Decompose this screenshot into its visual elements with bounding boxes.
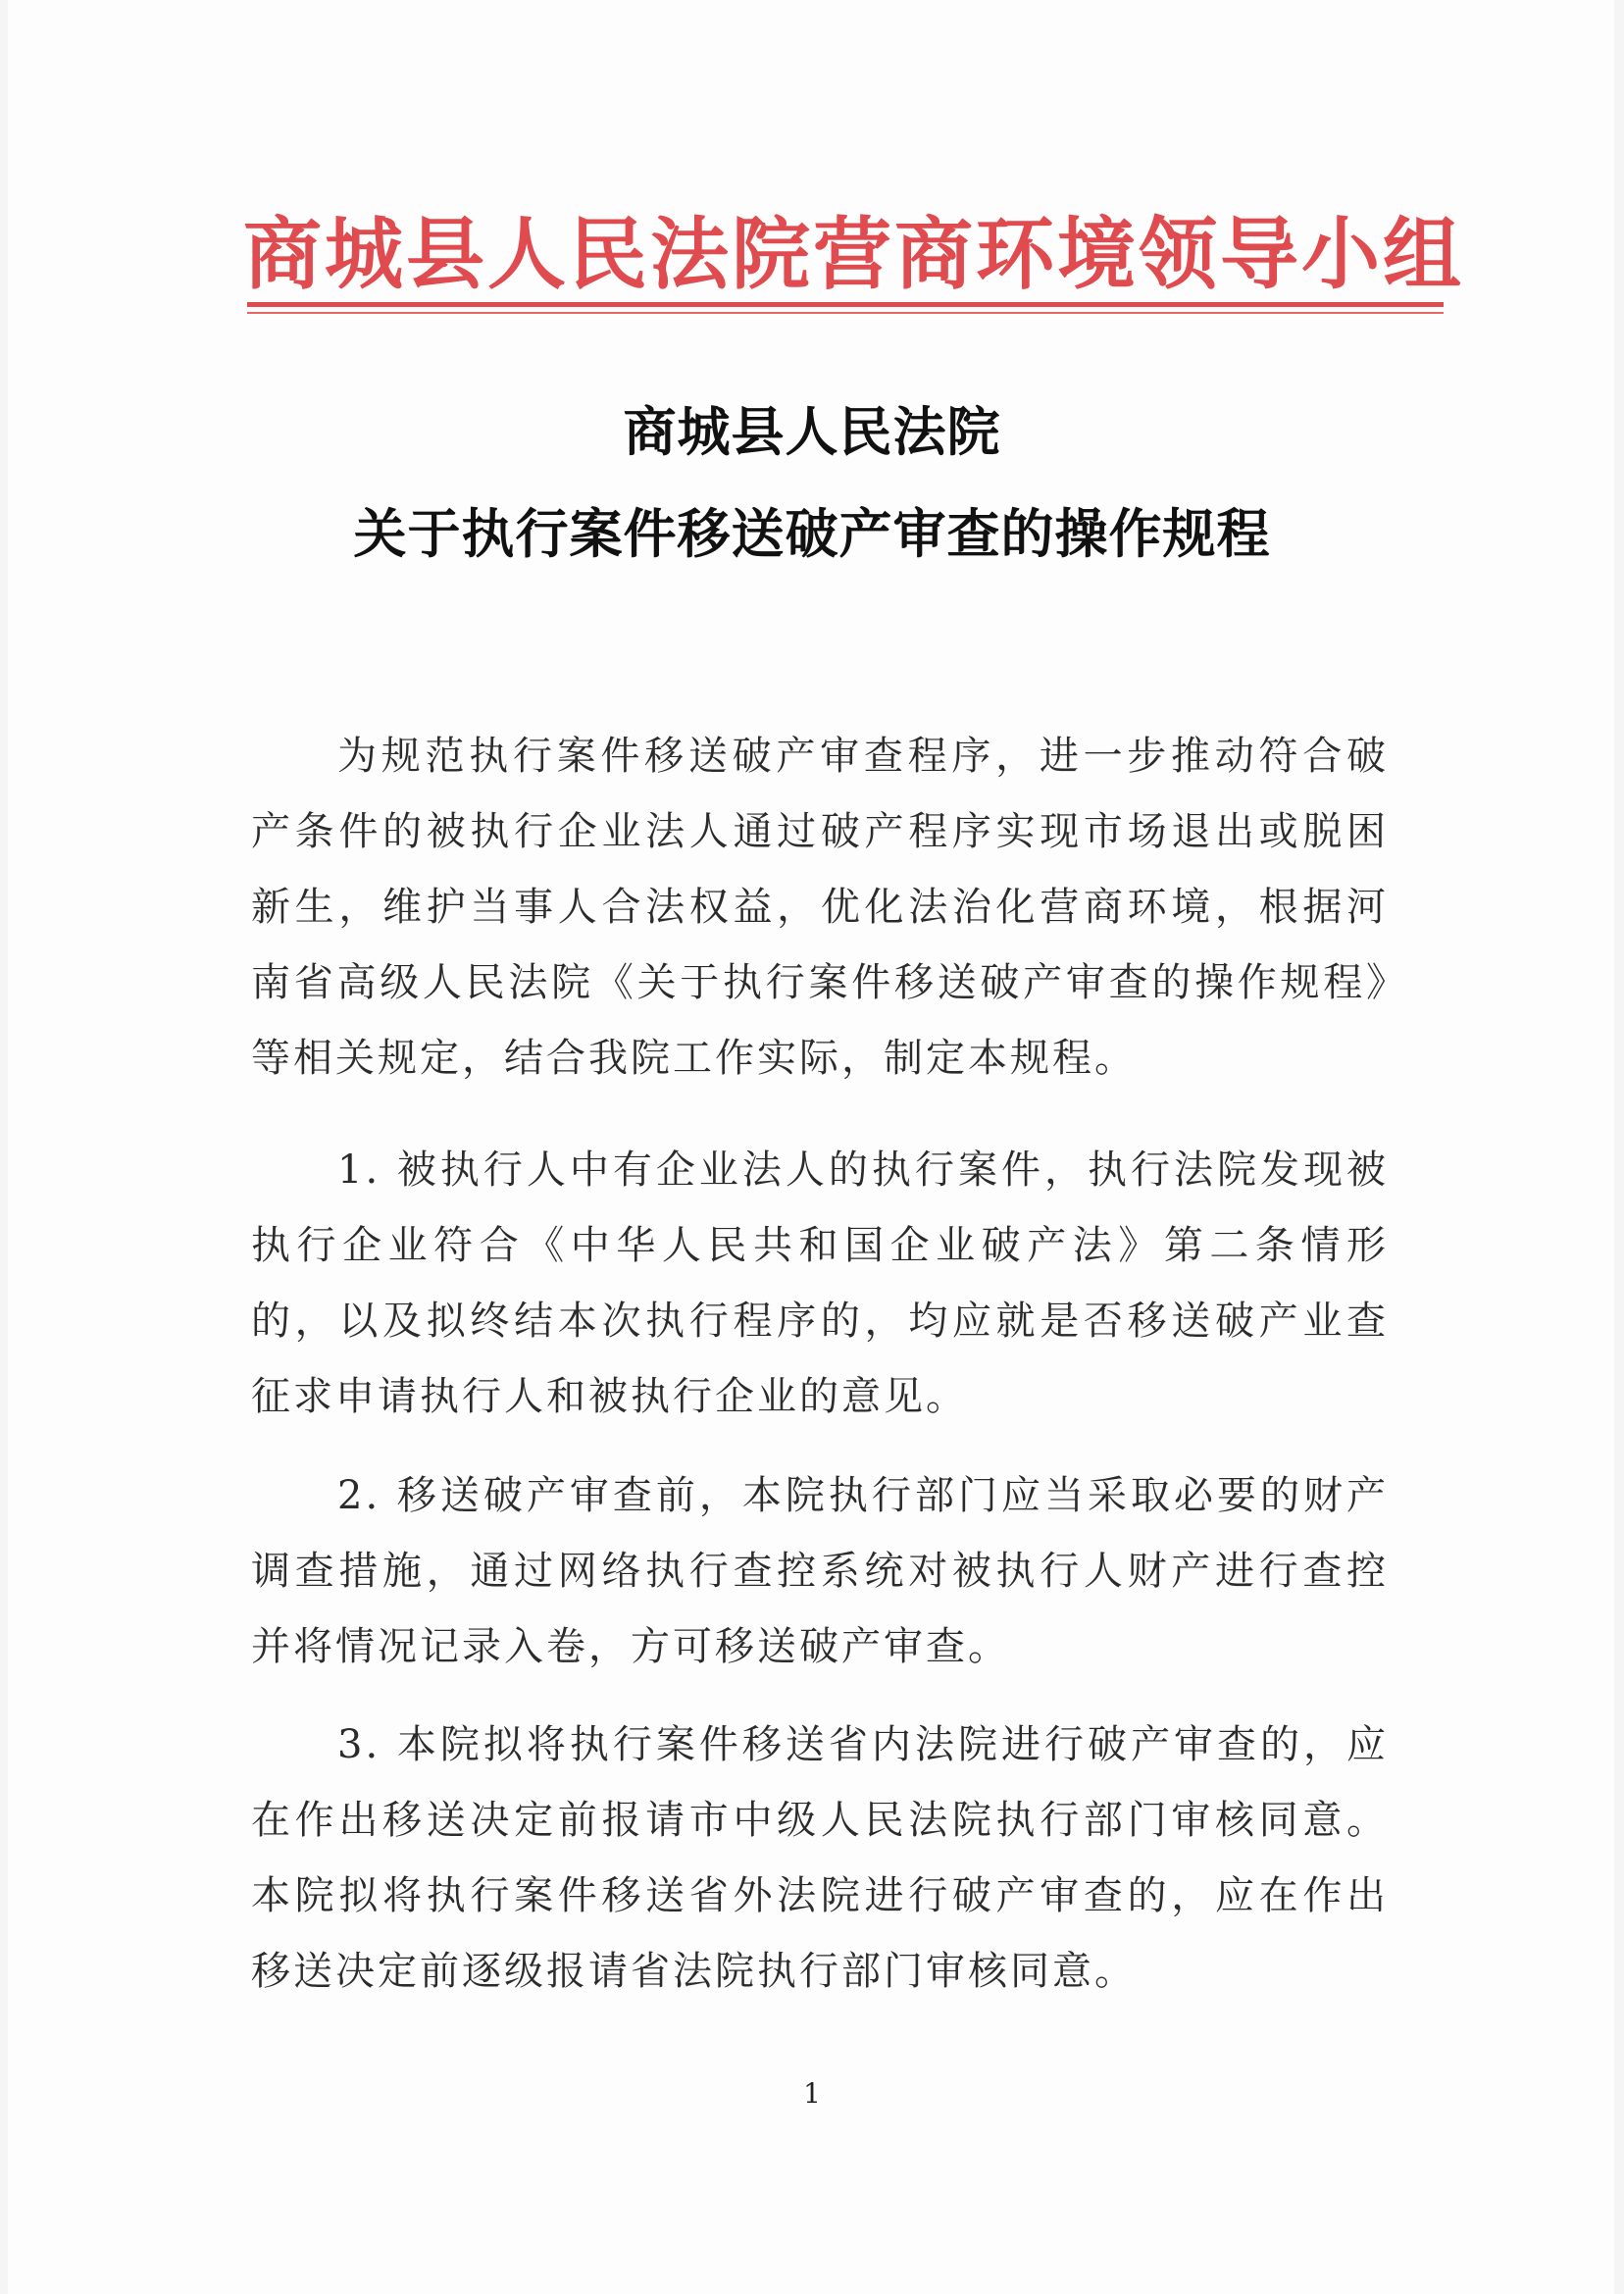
body-paragraph-item-1: 1. 被执行人中有企业法人的执行案件，执行法院发现被执行企业符合《中华人民共和国企业破产法》第二条情形的，以及拟终结本次执行程序的，均应就是否移送破产业查征求申请执行人和被执行企业的意见。: [251, 1147, 1389, 1419]
letterhead-rule-thin: [247, 312, 1444, 314]
paper-edge-right: [1614, 0, 1624, 2294]
letterhead-title: 商城县人民法院营商环境领导小组: [243, 208, 1464, 300]
body-paragraph-intro: 为规范执行案件移送破产审查程序，进一步推动符合破产条件的被执行企业法人通过破产程序实现市场退出或脱困新生，维护当事人合法权益，优化法治化营商环境，根据河南省高级人民法院《关于执行案件移送破产审查的操作规程》等相关规定，结合我院工作实际，制定本规程。: [251, 734, 1389, 1081]
document-title-line-1: 商城县人民法院: [623, 401, 1001, 463]
paper-edge-left: [0, 0, 8, 2294]
document-title-line-2: 关于执行案件移送破产审查的操作规程: [353, 503, 1271, 565]
letterhead-rule-thick: [247, 302, 1444, 307]
page-number: 1: [803, 2077, 821, 2110]
body-paragraph-item-2: 2. 移送破产审查前，本院执行部门应当采取必要的财产调查措施，通过网络执行查控系统对被执行人财产进行查控并将情况记录入卷，方可移送破产审查。: [251, 1473, 1389, 1669]
body-paragraph-item-3: 3. 本院拟将执行案件移送省内法院进行破产审查的，应在作出移送决定前报请市中级人民法院执行部门审核同意。本院拟将执行案件移送省外法院进行破产审查的，应在作出移送决定前逐级报请省法院执行部门审核同意。: [251, 1722, 1389, 1994]
